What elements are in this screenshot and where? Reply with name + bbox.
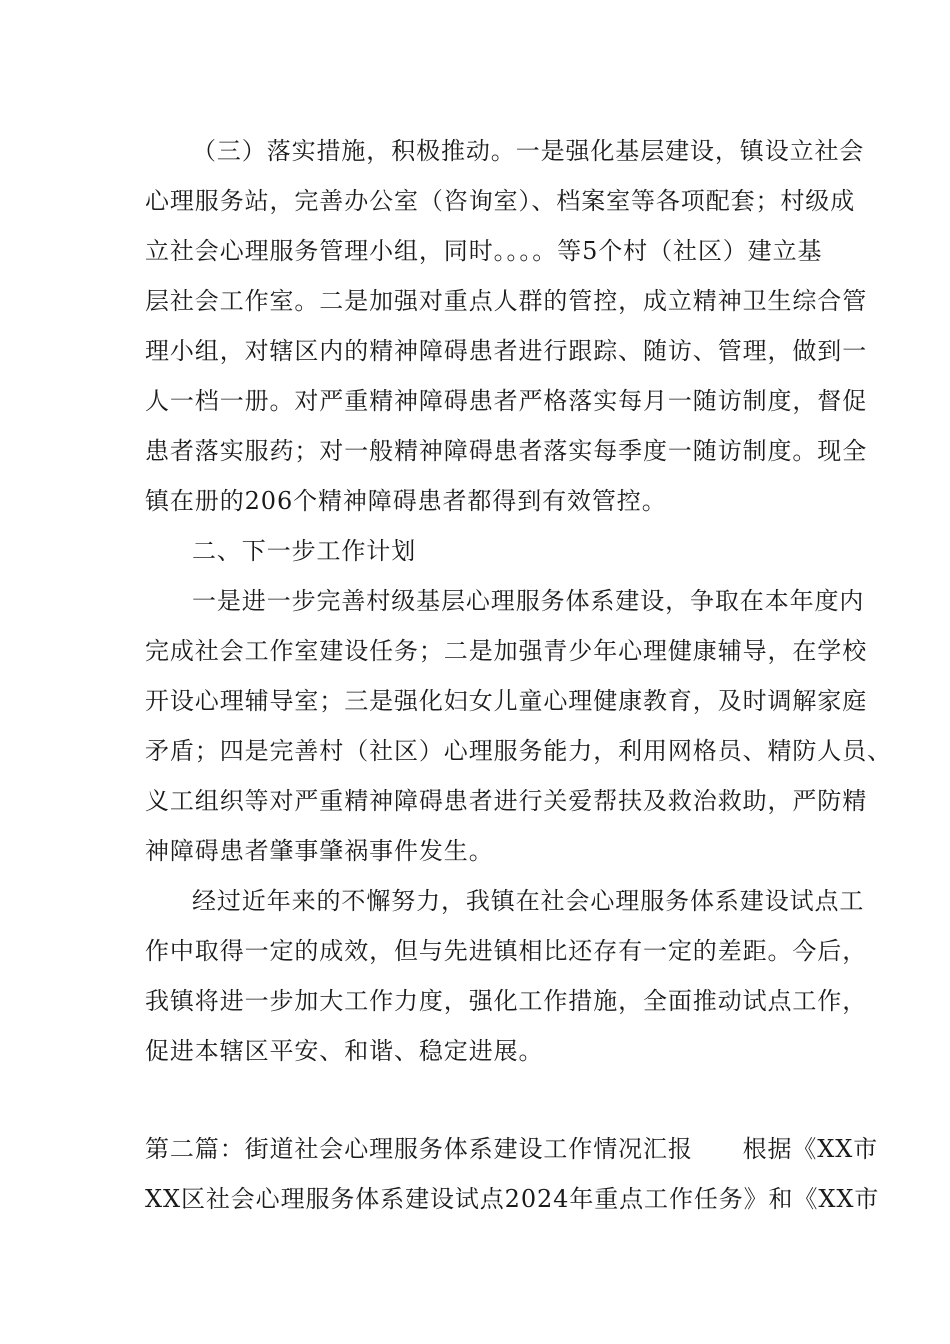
plan-paragraph-line-4: 矛盾；四是完善村（社区）心理服务能力，利用网格员、精防人员、 — [145, 737, 892, 765]
paragraph-3-line-8: 镇在册的206个精神障碍患者都得到有效管控。 — [145, 487, 667, 515]
second-article-line-2: XX区社会心理服务体系建设试点2024年重点工作任务》和《XX市 — [145, 1185, 880, 1213]
plan-paragraph-line-5: 义工组织等对严重精神障碍患者进行关爱帮扶及救治救助，严防精 — [145, 787, 868, 815]
plan-paragraph-line-3: 开设心理辅导室；三是强化妇女儿童心理健康教育，及时调解家庭 — [145, 687, 868, 715]
section-heading: 二、下一步工作计划 — [192, 537, 417, 565]
paragraph-3-line-1: （三）落实措施，积极推动。一是强化基层建设，镇设立社会 — [192, 137, 865, 165]
plan-paragraph-line-2: 完成社会工作室建设任务；二是加强青少年心理健康辅导，在学校 — [145, 637, 868, 665]
paragraph-3-line-7: 患者落实服药；对一般精神障碍患者落实每季度一随访制度。现全 — [145, 437, 868, 465]
second-article-line-1: 第二篇：街道社会心理服务体系建设工作情况汇报 根据《XX市 — [145, 1135, 879, 1163]
summary-paragraph-line-1: 经过近年来的不懈努力，我镇在社会心理服务体系建设试点工 — [192, 887, 865, 915]
paragraph-3-line-4: 层社会工作室。二是加强对重点人群的管控，成立精神卫生综合管 — [145, 287, 868, 315]
paragraph-3-line-2: 心理服务站，完善办公室（咨询室）、档案室等各项配套；村级成 — [145, 187, 856, 215]
paragraph-3-line-6: 人一档一册。对严重精神障碍患者严格落实每月一随访制度，督促 — [145, 387, 868, 415]
summary-paragraph-line-3: 我镇将进一步加大工作力度，强化工作措施，全面推动试点工作， — [145, 987, 868, 1015]
summary-paragraph-line-4: 促进本辖区平安、和谐、稳定进展。 — [145, 1037, 544, 1065]
paragraph-3-line-5: 理小组，对辖区内的精神障碍患者进行跟踪、随访、管理，做到一 — [145, 337, 868, 365]
plan-paragraph-line-1: 一是进一步完善村级基层心理服务体系建设，争取在本年度内 — [192, 587, 865, 615]
summary-paragraph-line-2: 作中取得一定的成效，但与先进镇相比还存有一定的差距。今后， — [145, 937, 868, 965]
paragraph-3-line-3: 立社会心理服务管理小组，同时。。。。等5个村（社区）建立基 — [145, 237, 823, 265]
plan-paragraph-line-6: 神障碍患者肇事肇祸事件发生。 — [145, 837, 494, 865]
